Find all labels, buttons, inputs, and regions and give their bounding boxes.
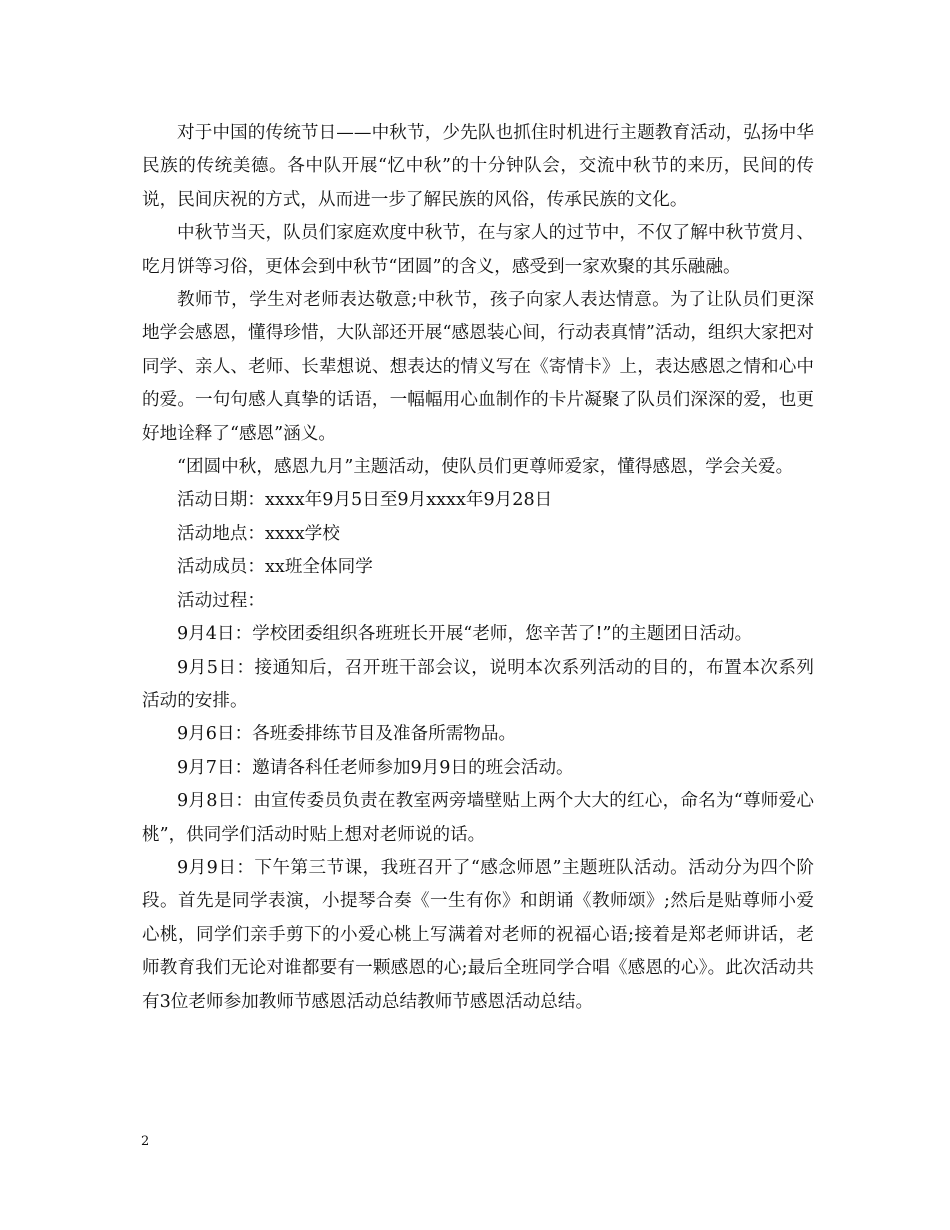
activity-members: 活动成员：xx班全体同学 <box>177 557 373 578</box>
activity-date: 活动日期：xxxx年9月5日至9月xxxx年9月28日 <box>177 490 553 511</box>
paragraph-teachers-day: 教师节，学生对老师表达敬意;中秋节，孩子向家人表达情意。为了让队员们更深地学会感恩，懂得珍惜，大队部还开展“感恩装心间，行动表真情”活动，组织大家把对同学、亲人、老师、长辈想说、想表达的情义写在《寄情卡》上，表达感恩之情和心中的爱。一句句感人真挚的话语，一幅幅用心血制作的卡片凝聚了队员们深深的爱，也更好地诠释了“感恩”涵义。 <box>142 290 814 444</box>
process-sept-4: 9月4日：学校团委组织各班班长开展“老师，您辛苦了!”的主题团日活动。 <box>177 624 753 645</box>
paragraph-theme-summary: “团圆中秋，感恩九月”主题活动，使队员们更尊师爱家，懂得感恩，学会关爱。 <box>177 457 794 478</box>
process-sept-5: 9月5日：接通知后，召开班干部会议，说明本次系列活动的目的，布置本次系列活动的安排。 <box>142 657 814 711</box>
activity-process-heading: 活动过程： <box>177 590 265 611</box>
process-sept-6: 9月6日：各班委排练节目及准备所需物品。 <box>177 724 517 745</box>
process-sept-9: 9月9日：下午第三节课，我班召开了“感念师恩”主题班队活动。活动分为四个阶段。首先是同学表演，小提琴合奏《一生有你》和朗诵《教师颂》;然后是贴尊师小爱心桃，同学们亲手剪下的小爱心桃上写满着对老师的祝福心语;接着是郑老师讲话，老师教育我们无论对谁都要有一颗感恩的心;最后全班同学合唱《感恩的心》。此次活动共有3位老师参加教师节感恩活动总结教师节感恩活动总结。 <box>142 857 814 1012</box>
body-text <box>142 117 814 1019</box>
paragraph-mid-autumn-intro: 对于中国的传统节日——中秋节，少先队也抓住时机进行主题教育活动，弘扬中华民族的传统美德。各中队开展“忆中秋”的十分钟队会，交流中秋节的来历，民间的传说，民间庆祝的方式，从而进一步了解民族的风俗，传承民族的文化。 <box>142 123 814 210</box>
process-sept-7: 9月7日：邀请各科任老师参加9月9日的班会活动。 <box>177 757 574 778</box>
activity-location: 活动地点：xxxx学校 <box>177 523 340 544</box>
process-sept-8: 9月8日：由宣传委员负责在教室两旁墙壁贴上两个大大的红心，命名为“尊师爱心桃”，供同学们活动时贴上想对老师说的话。 <box>142 791 814 845</box>
paragraph-mid-autumn-day: 中秋节当天，队员们家庭欢度中秋节，在与家人的过节中，不仅了解中秋节赏月、吃月饼等习俗，更体会到中秋节“团圆”的含义，感受到一家欢聚的其乐融融。 <box>142 223 814 277</box>
page-number: 2 <box>141 1134 150 1149</box>
